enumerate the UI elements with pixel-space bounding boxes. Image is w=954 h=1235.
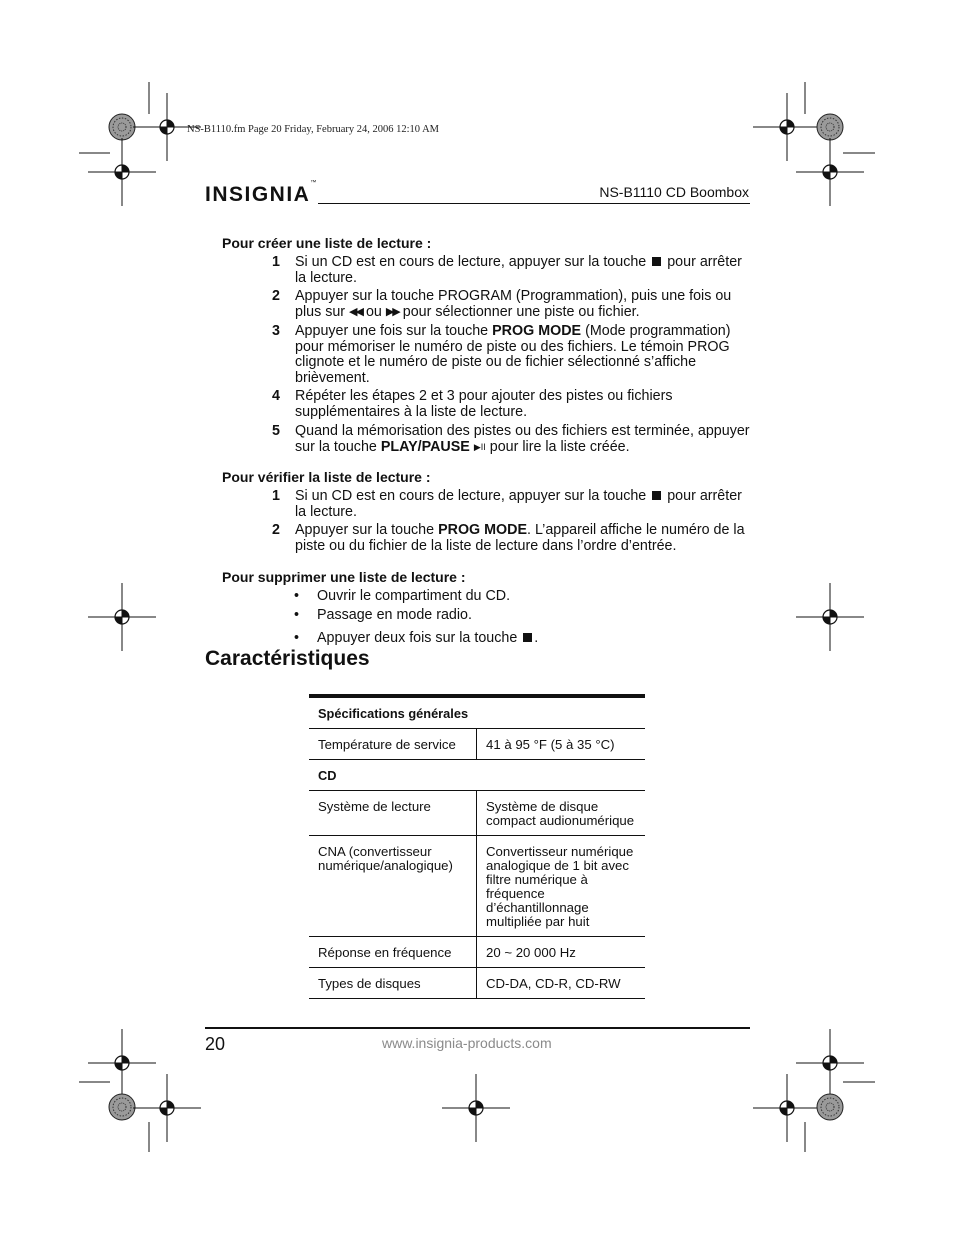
table-cell-label: Types de disques — [309, 968, 477, 999]
brand-logo: INSIGNIA™ — [205, 180, 317, 206]
registration-mark-icon — [753, 93, 821, 161]
table-cell-value: CD-DA, CD-R, CD-RW — [477, 968, 646, 999]
stop-icon — [523, 633, 532, 642]
table-cell-label: CNA (convertisseur numérique/analogique) — [309, 836, 477, 937]
registration-mark-icon — [796, 138, 864, 206]
play-pause-icon: ▶II — [473, 441, 486, 452]
stop-icon — [652, 491, 661, 500]
registration-mark-icon — [133, 1074, 201, 1142]
table-group-header: Spécifications générales — [309, 696, 645, 729]
table-cell-label: Réponse en fréquence — [309, 937, 477, 968]
table-row — [309, 836, 645, 937]
table-row — [309, 937, 645, 968]
table-cell-value: 20 ~ 20 000 Hz — [477, 937, 646, 968]
header-title: NS-B1110 CD Boombox — [599, 184, 749, 200]
subheading-delete-playlist: Pour supprimer une liste de lecture : — [222, 569, 466, 585]
section-title-characteristics: Caractéristiques — [205, 647, 370, 670]
specifications-table — [309, 694, 645, 999]
table-row — [309, 760, 645, 791]
registration-mark-icon — [442, 1074, 510, 1142]
star-target-icon — [817, 114, 843, 140]
header-rule — [318, 203, 750, 204]
registration-mark-icon — [796, 583, 864, 651]
skip-back-icon: ◀◀ — [349, 305, 362, 318]
table-row — [309, 968, 645, 999]
skip-forward-icon: ▶▶ — [385, 305, 399, 318]
subheading-check-playlist: Pour vérifier la liste de lecture : — [222, 469, 431, 485]
subheading-create-playlist: Pour créer une liste de lecture : — [222, 235, 432, 251]
table-row — [309, 696, 645, 729]
footer-url: www.insignia-products.com — [382, 1035, 552, 1051]
star-target-icon — [109, 1094, 135, 1120]
footer-rule — [205, 1027, 750, 1029]
stop-icon — [652, 257, 661, 266]
registration-mark-icon — [133, 93, 201, 161]
print-slug: NS-B1110.fm Page 20 Friday, February 24, 2006 12:10 AM — [187, 124, 439, 135]
table-row — [309, 729, 645, 760]
table-cell-label: Température de service — [309, 729, 477, 760]
table-row — [309, 791, 645, 836]
registration-mark-icon — [796, 1029, 864, 1097]
registration-mark-icon — [88, 138, 156, 206]
table-group-header: CD — [309, 760, 645, 791]
registration-mark-icon — [88, 583, 156, 651]
table-cell-value: Système de disque compact audionumérique — [477, 791, 646, 836]
table-cell-value: 41 à 95 °F (5 à 35 °C) — [477, 729, 646, 760]
registration-mark-icon — [88, 1029, 156, 1097]
table-cell-label: Système de lecture — [309, 791, 477, 836]
page-number: 20 — [205, 1034, 226, 1054]
table-cell-value: Convertisseur numérique analogique de 1 bit avec filtre numérique à fréquence d’échantillonnage multipliée par huit — [477, 836, 646, 937]
registration-mark-icon — [753, 1074, 821, 1142]
star-target-icon — [109, 114, 135, 140]
star-target-icon — [817, 1094, 843, 1120]
